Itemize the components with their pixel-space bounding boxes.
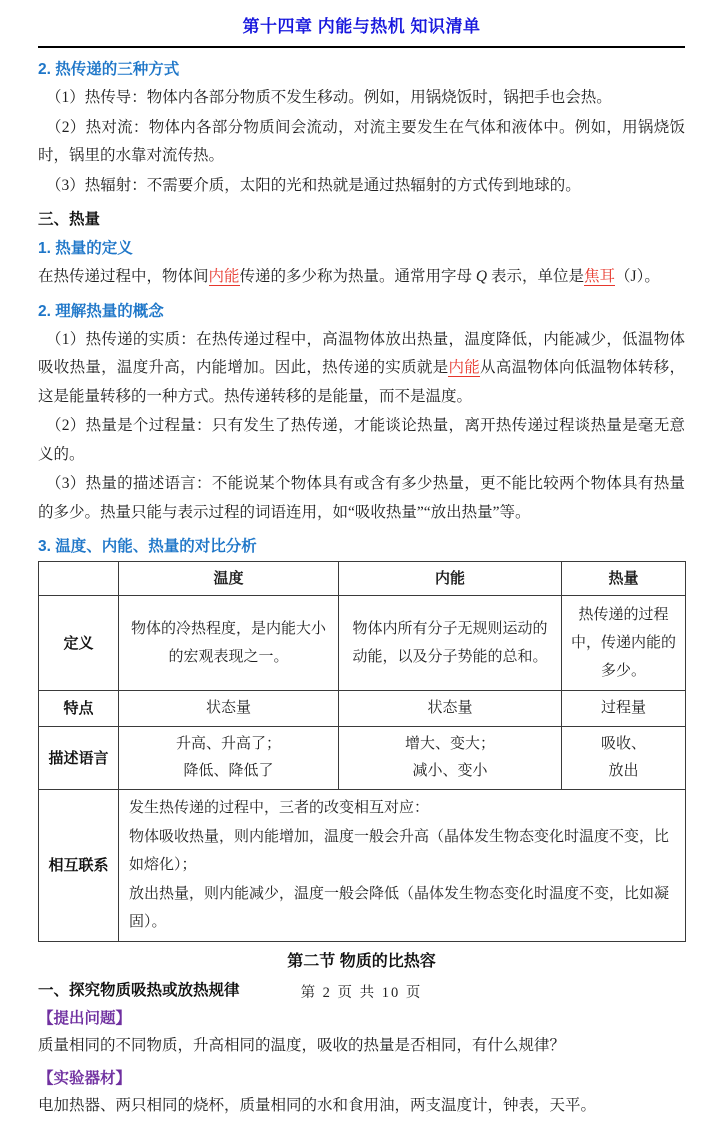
heading-heat-definition: 1. 热量的定义 — [38, 240, 133, 257]
paragraph-radiation: （3）热辐射：不需要介质，太阳的光和热就是通过热辐射的方式传到地球的。 — [46, 176, 581, 194]
heading-comparison: 3. 温度、内能、热量的对比分析 — [38, 538, 257, 555]
red-term-neineng: 内能 — [208, 268, 240, 285]
section2-title: 第二节 物质的比热容 — [287, 952, 436, 970]
essence-text-pre: （1）热传递的实质：在热传递过程中，高温物体放出热量，温度降低，内能减少，低温物体吸收热量，温度升高，内能增加。因此，热传递的实质就是 — [38, 330, 685, 376]
table-header-row — [39, 562, 686, 596]
description-heat-line2: 放出 — [608, 763, 639, 779]
def-text-pre: 在热传递过程中，物体间 — [38, 268, 209, 285]
heading-explore: 一、探究物质吸热或放热规律 — [38, 981, 240, 999]
paragraph-heat-process-quantity: （2）热量是个过程量：只有发生了热传递，才能谈论热量，离开热传递过程谈热量是毫无意义的。 — [38, 417, 685, 463]
cell-definition-temperature: 物体的冷热程度，是内能大小的宏观表现之一。 — [119, 596, 339, 691]
essence-text-post: 从高温物体向低温物体转移，这是能量转移的一种方式。热传递转移的是能量，而不是温度。 — [38, 359, 685, 405]
paragraph-heat-description: （3）热量的描述语言：不能说某个物体具有或含有多少热量，更不能比较两个物体具有热量的多少。热量只能与表示过程的词语连用，如“吸收热量”“放出热量”等。 — [38, 475, 685, 521]
table-header-internal-energy: 内能 — [339, 562, 562, 596]
paragraph-convection: （2）热对流：物体内各部分物质间会流动，对流主要发生在气体和液体中。例如，用锅烧饭时，锅里的水靠对流传热。 — [38, 118, 685, 164]
cell-relation — [119, 790, 686, 942]
cell-characteristic-heat: 过程量 — [562, 691, 686, 727]
table-header-temperature: 温度 — [119, 562, 339, 596]
page-title: 第十四章 内能与热机 知识清单 — [242, 17, 481, 36]
cell-description-internal-energy — [339, 727, 562, 790]
heading-heat-concept: 2. 理解热量的概念 — [38, 302, 164, 320]
table-header-empty — [39, 562, 119, 596]
table-row-relation — [39, 790, 686, 942]
def-text-mid1: 传递的多少称为热量。通常用字母 — [239, 268, 476, 285]
paragraph-question: 质量相同的不同物质，升高相同的温度，吸收的热量是否相同，有什么规律？ — [38, 1036, 566, 1054]
page-footer: 第 2 页 共 10 页 — [300, 985, 423, 1001]
def-text-post: （J）。 — [615, 268, 660, 285]
title-divider — [38, 46, 685, 48]
description-internal-energy-line2: 减小、变小 — [412, 763, 488, 779]
paragraph-heat-definition — [38, 263, 685, 292]
relation-line1: 发生热传递的过程中，三者的改变相互对应： — [129, 800, 430, 816]
cell-definition-internal-energy: 物体内所有分子无规则运动的动能，以及分子势能的总和。 — [339, 596, 562, 691]
description-internal-energy-line1: 增大、变大； — [404, 736, 495, 752]
symbol-q: Q — [475, 268, 488, 285]
cell-characteristic-internal-energy: 状态量 — [339, 691, 562, 727]
table-row-characteristic — [39, 691, 686, 727]
bracket-materials: 【实验器材】 — [38, 1070, 132, 1087]
cell-description-temperature — [119, 727, 339, 790]
table-header-heat: 热量 — [562, 562, 686, 596]
relation-line2: 物体吸收热量，则内能增加，温度一般会升高（晶体发生物态变化时温度不变，比如熔化）； — [129, 828, 670, 873]
heading-heat-transfer-methods: 2. 热传递的三种方式 — [38, 61, 180, 78]
paragraph-materials: 电加热器、两只相同的烧杯，质量相同的水和食用油，两支温度计，钟表，天平。 — [38, 1097, 597, 1114]
table-row-definition — [39, 596, 686, 691]
def-text-mid2: 表示，单位是 — [487, 268, 585, 285]
cell-definition-heat: 热传递的过程中，传递内能的多少。 — [562, 596, 686, 691]
bracket-question: 【提出问题】 — [38, 1009, 132, 1027]
row-label-characteristic: 特点 — [39, 691, 119, 727]
table-row-description — [39, 727, 686, 790]
description-temperature-line2: 降低、降低了 — [183, 763, 274, 779]
relation-line3: 放出热量，则内能减少，温度一般会降低（晶体发生物态变化时温度不变，比如凝固）。 — [129, 885, 670, 930]
red-term-joule: 焦耳 — [584, 268, 616, 285]
paragraph-conduction: （1）热传导：物体内各部分物质不发生移动。例如，用锅烧饭时，锅把手也会热。 — [46, 89, 612, 106]
red-term-neineng-2: 内能 — [448, 359, 481, 376]
cell-characteristic-temperature: 状态量 — [119, 691, 339, 727]
comparison-table — [38, 561, 686, 942]
cell-description-heat — [562, 727, 686, 790]
row-label-definition: 定义 — [39, 596, 119, 691]
row-label-description: 描述语言 — [39, 727, 119, 790]
paragraph-heat-essence — [38, 326, 685, 412]
heading-heat-section: 三、热量 — [38, 211, 101, 228]
description-heat-line1: 吸收、 — [600, 736, 646, 752]
row-label-relation: 相互联系 — [39, 790, 119, 942]
description-temperature-line1: 升高、升高了； — [175, 736, 281, 752]
